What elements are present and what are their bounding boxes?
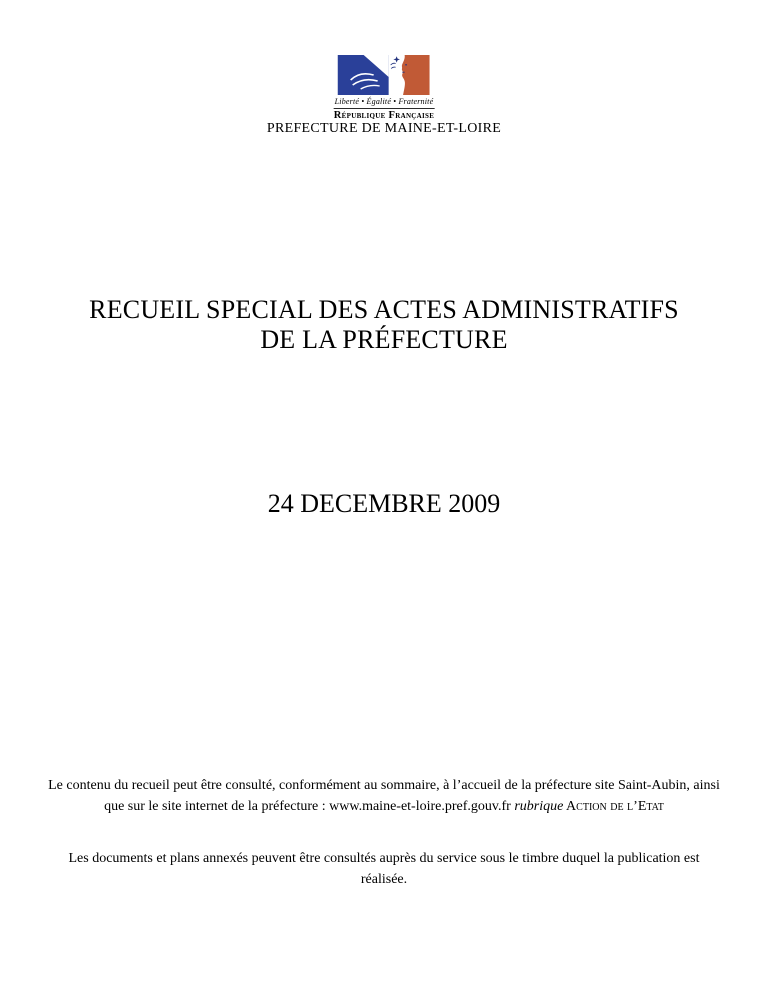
document-date: 24 DECEMBRE 2009	[267, 489, 501, 518]
logo-motto: Liberté • Égalité • Fraternité	[334, 95, 435, 109]
document-title-line1: RECUEIL SPECIAL DES ACTES ADMINISTRATIFS	[89, 295, 679, 324]
footer-note-rubrique: rubrique	[510, 798, 564, 814]
footer-note-section-action-de-letat: Action de l’Etat	[563, 798, 664, 814]
republique-francaise-logo	[334, 55, 435, 122]
footer-note-annexes: Les documents et plans annexés peuvent être consultés auprès du service sous le timbre duquel la publication est réalisée.	[68, 851, 700, 887]
logo-red-block-marianne-profile	[402, 55, 430, 95]
marianne-logo-icon	[338, 55, 430, 95]
logo-republique-francaise-label: République Française	[333, 110, 435, 121]
website-url: www.maine-et-loire.pref.gouv.fr	[329, 798, 511, 814]
logo-eye-detail	[406, 64, 408, 66]
logo-star-detail	[394, 56, 401, 62]
prefecture-name: PREFECTURE DE MAINE-ET-LOIRE	[266, 121, 502, 136]
footer-note-consultation-text: Le contenu du recueil peut être consulté, conformément au sommaire, à l’accueil de la préfecture site Saint-Aubin, ainsi que sur le site internet de la préfecture :	[48, 778, 720, 814]
document-title-line2: DE LA PRÉFECTURE	[260, 325, 508, 354]
logo-hair-detail	[391, 63, 396, 68]
footer-note-consultation	[40, 776, 728, 817]
document-title	[0, 295, 768, 355]
